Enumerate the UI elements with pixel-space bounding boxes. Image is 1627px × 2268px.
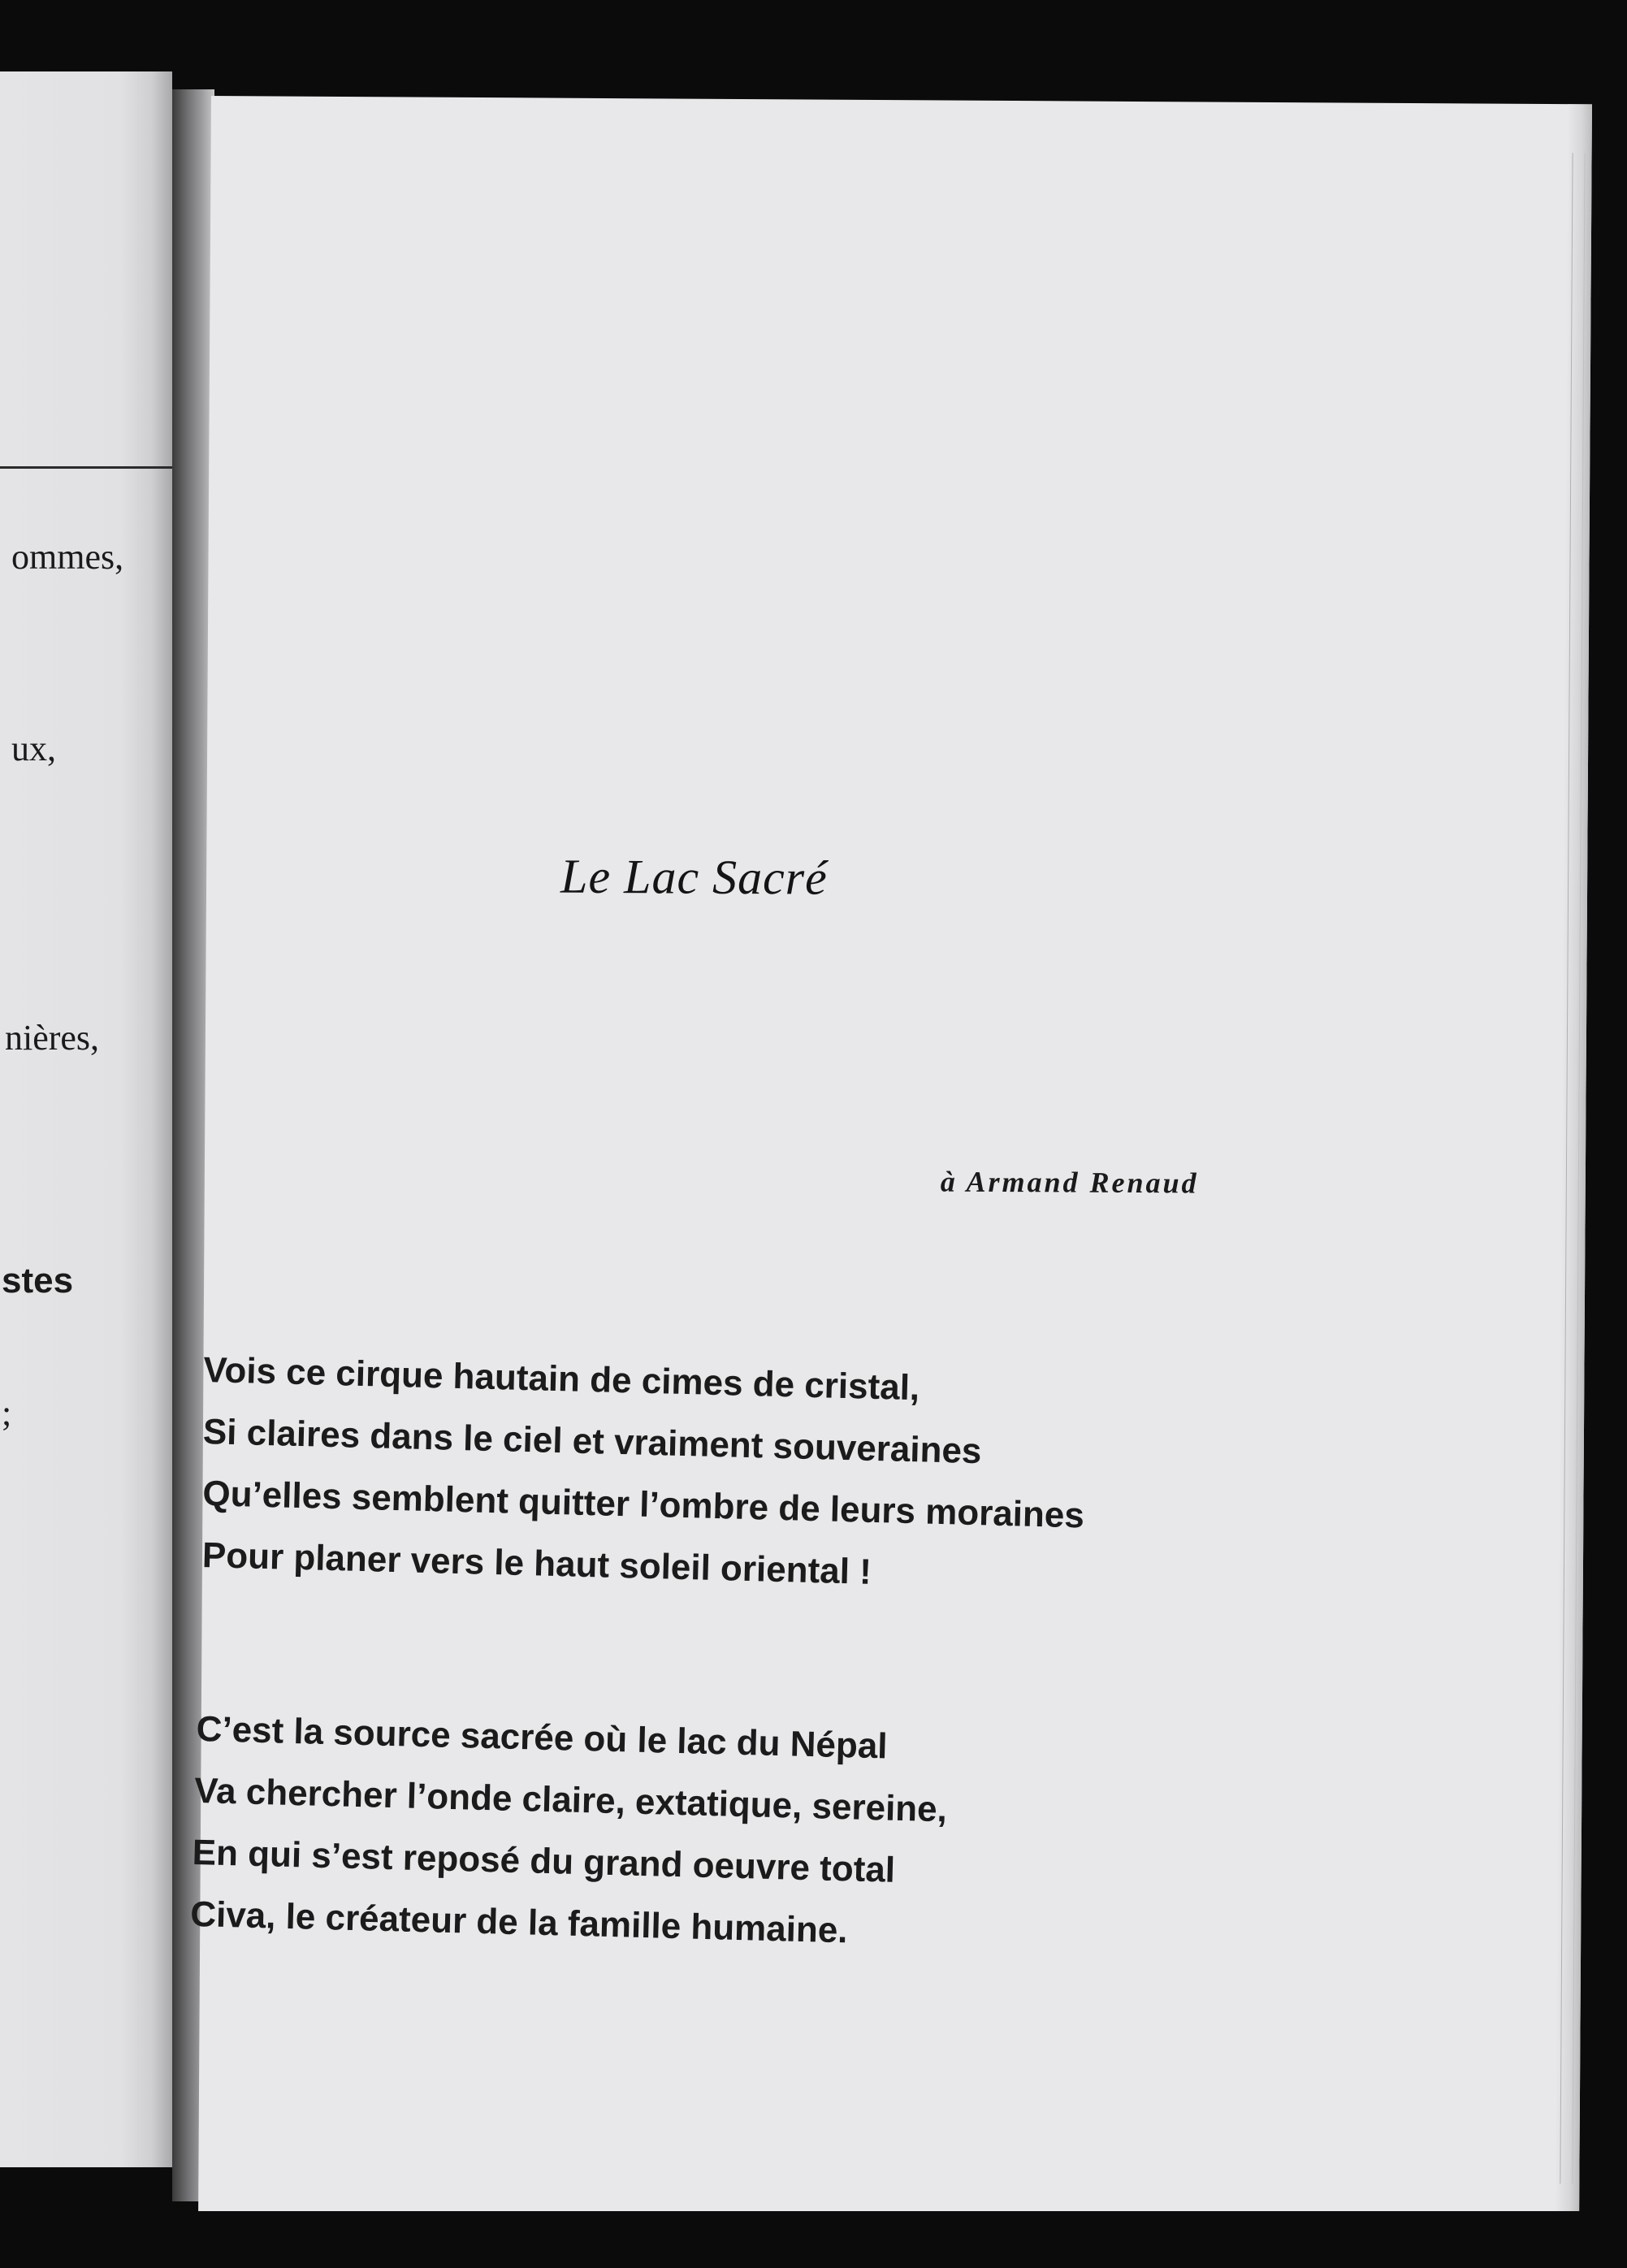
left-text-fragment: stes — [2, 1261, 74, 1301]
verse-line: Si claires dans le ciel et vraiment souveraines — [202, 1411, 982, 1472]
scan-border — [0, 2211, 1627, 2268]
verse-line: En qui s’est reposé du grand oeuvre total — [192, 1832, 896, 1890]
verse-line: Pour planer vers le haut soleil oriental ! — [201, 1534, 872, 1592]
verse-line: Qu’elles semblent quitter l’ombre de leurs moraines — [201, 1473, 1085, 1536]
verse-line: C’est la source sacrée où le lac du Népal — [196, 1708, 889, 1767]
poem-title: Le Lac Sacré — [560, 849, 828, 905]
verse-line: Vois ce cirque hautain de cimes de cristal, — [202, 1349, 920, 1409]
verse-line: Civa, le créateur de la famille humaine. — [189, 1894, 849, 1951]
poem-page — [189, 96, 1592, 2224]
left-text-fragment: ommes, — [11, 537, 124, 577]
horizontal-rule — [0, 466, 172, 469]
verse-line: Va chercher l’onde claire, extatique, sereine, — [193, 1770, 948, 1830]
left-text-fragment: ux, — [11, 729, 56, 768]
previous-page — [0, 71, 172, 2167]
page-edge — [1555, 104, 1592, 2224]
left-text-fragment: ; — [2, 1393, 12, 1433]
poem-dedication: à Armand Renaud — [940, 1165, 1199, 1200]
left-text-fragment: nières, — [5, 1018, 100, 1058]
